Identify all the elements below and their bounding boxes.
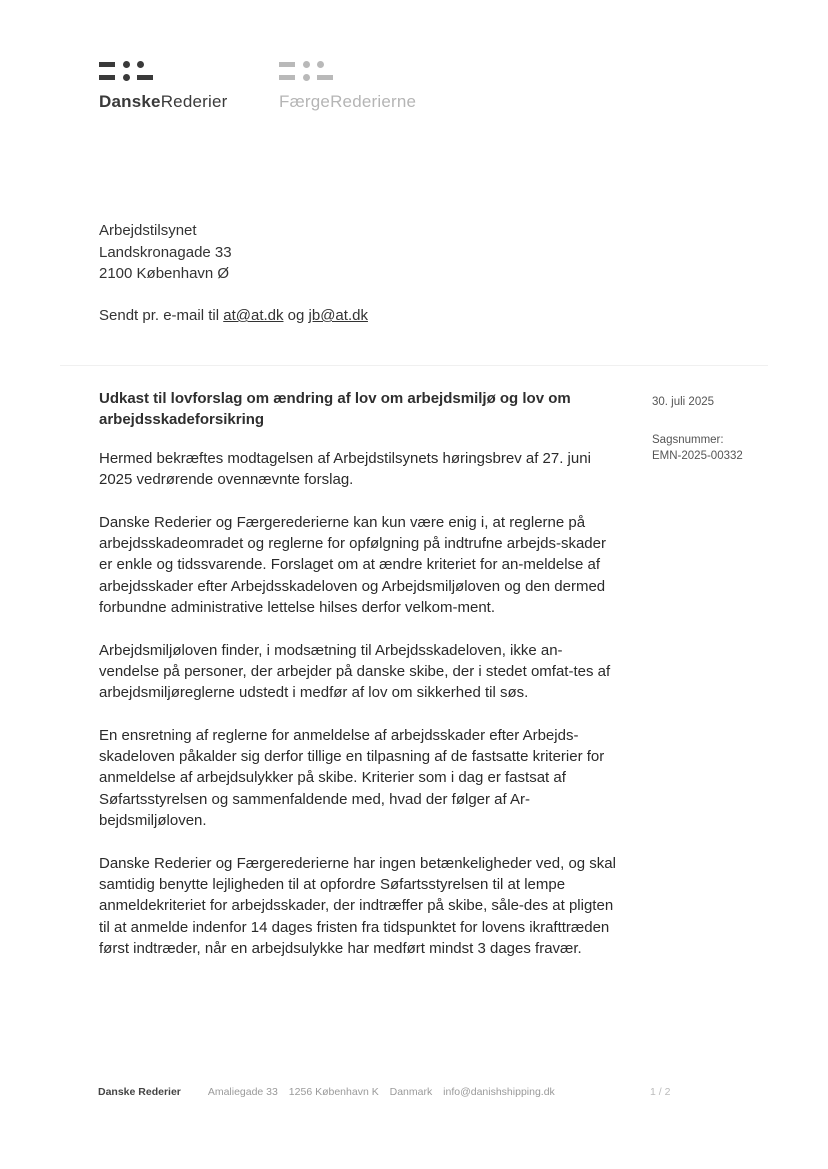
page-number: 1 / 2: [650, 1086, 671, 1098]
case-number: EMN-2025-00332: [652, 450, 743, 462]
case-label: Sagsnummer:: [652, 434, 724, 446]
letter-subject: Udkast til lovforslag om ændring af lov om arbejdsmiljø og lov om arbejdsskadeforsikring: [99, 390, 571, 428]
logo-danske-rederier: [99, 60, 227, 112]
email-link-at[interactable]: at@at.dk: [223, 307, 284, 324]
sent-conj: og: [287, 307, 305, 324]
paragraph: Arbejdsmiljøloven finder, i modsætning til Arbejdsskadeloven, ikke an-vendelse på personer, der arbejder på danske skibe, der i stedet omfat-tes af arbejdsmiljøreglerne udstedt i medfør af lov om sikkerhed til søs.: [99, 641, 611, 702]
recipient-street: Landskronagade 33: [99, 243, 232, 261]
paragraph: Danske Rederier og Færgerederierne har ingen betænkeligheder ved, og skal samtidig benytte lejligheden til at opfordre Søfartsstyrelsen til at lempe anmeldekriteriet for arbejdsskader, der indtræffer på skibe, såle-des at pligten til at anmelde indenfor 14 dages fristen fra tidspunktet for lovens ikrafttræden først indtræder, når en arbejdsulykke har medført mindst 3 dages fravær.: [99, 854, 616, 957]
divider: [60, 365, 768, 366]
logo-text: FærgeRederierne: [279, 92, 417, 111]
footer: [98, 1086, 688, 1098]
logo-mark-icon: [279, 60, 339, 86]
letter-date: 30. juli 2025: [652, 396, 715, 408]
sent-prefix: Sendt pr. e-mail til: [99, 307, 220, 324]
letter-body: [99, 448, 617, 980]
footer-street: Amaliegade 33: [207, 1086, 278, 1098]
email-link-jb[interactable]: jb@at.dk: [308, 307, 368, 324]
paragraph: Danske Rederier og Færgerederierne kan kun være enig i, at reglerne på arbejdsskadeomradet og reglerne for opfølgning på indtrufne arbejds-skader er enkle og tidssvarende. Forslaget om at ændre kriteriet for an-meldelse af arbejdsskader efter Arbejdsskadeloven og Arbejdsmiljøloven og den dermed forbundne administrative lettelse hilses derfor velkom-ment.: [99, 513, 606, 617]
paragraph: Hermed bekræftes modtagelsen af Arbejdstilsynets høringsbrev af 27. juni 2025 vedrørende ovennævnte forslag.: [99, 450, 591, 489]
recipient-address: [99, 220, 232, 285]
letter-meta: [652, 394, 743, 464]
footer-country: Danmark: [389, 1086, 433, 1098]
paragraph: En ensretning af reglerne for anmeldelse af arbejdsskader efter Arbejds-skadeloven påkalder sig derfor tillige en tilpasning af de fastsatte kriterier for anmeldelse af arbejdsulykker på skibe. Kriterier som i dag er fastsat af Søfartsstyrelsen og sammenfaldende med, hvad der følger af Ar-bejdsmiljøloven.: [99, 726, 605, 830]
footer-email: info@danishshipping.dk: [443, 1086, 555, 1098]
logo-faergerederierne: [279, 60, 416, 112]
recipient-name: Arbejdstilsynet: [99, 222, 197, 239]
footer-postal: 1256 København K: [288, 1086, 379, 1098]
footer-org: Danske Rederier: [98, 1086, 181, 1098]
logo-text: DanskeRederier: [99, 92, 228, 111]
sent-line: [99, 307, 368, 324]
recipient-city: 2100 København Ø: [99, 265, 230, 282]
logo-mark-icon: [99, 60, 159, 86]
